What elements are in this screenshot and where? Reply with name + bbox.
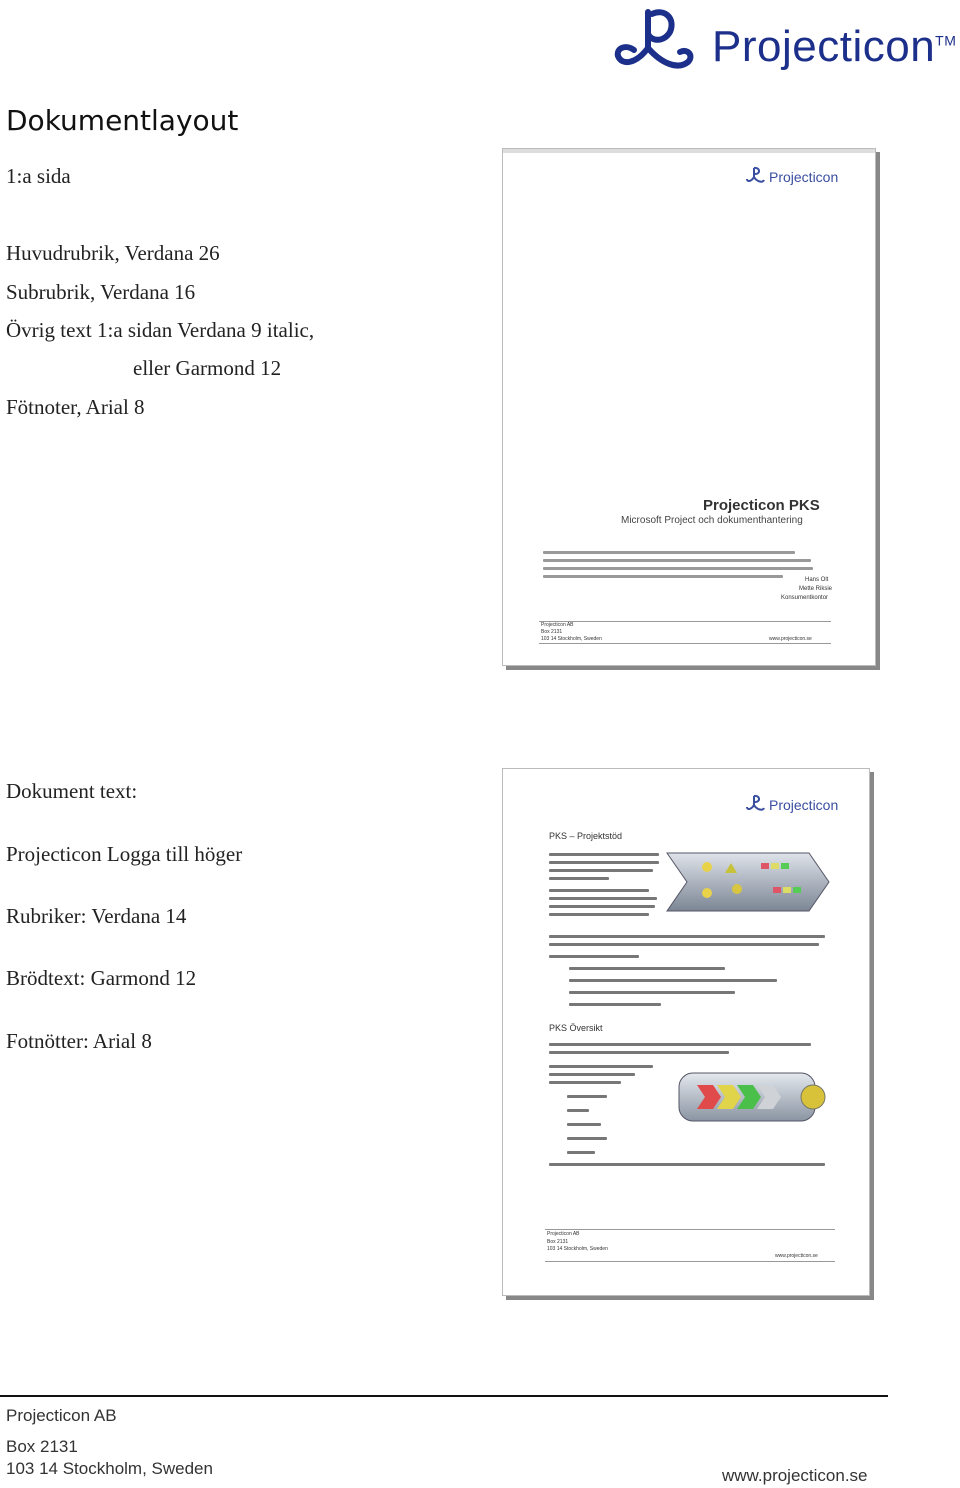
overview-arrow-graphic (673, 1065, 833, 1129)
footer-company: Projecticon AB (6, 1406, 117, 1425)
footer-box: Box 2131 (6, 1437, 78, 1456)
spec-line: Brödtext: Garmond 12 (6, 966, 197, 990)
mini-logo-icon (745, 793, 767, 815)
cover-page-thumbnail (502, 148, 876, 666)
mini-logo-icon (745, 165, 767, 187)
spec-line: Rubriker: Verdana 14 (6, 904, 187, 928)
logo-wordmark: Projecticon™ (712, 22, 957, 71)
spec-line: Projecticon Logga till höger (6, 842, 243, 866)
document-page-thumbnail (502, 768, 870, 1296)
spec-line: Huvudrubrik, Verdana 26 (6, 241, 220, 265)
spec-line: Subrubrik, Verdana 16 (6, 280, 196, 304)
thumb-footer-box: Box 2131 (547, 1239, 569, 1245)
spec-line: Fotnötter: Arial 8 (6, 1029, 152, 1053)
page-title: Dokumentlayout (6, 104, 239, 137)
mini-logo-text: Projecticon (769, 797, 839, 813)
thumb-footer-city: 103 14 Stockholm, Sweden (547, 1246, 608, 1252)
thumb-quote-author: Hans Olt (805, 577, 829, 583)
thumb-footer-box: Box 2131 (541, 629, 563, 635)
thumb-section-heading: PKS – Projektstöd (549, 831, 623, 841)
mini-logo-text: Projecticon (769, 169, 839, 185)
thumb-footer-company: Projecticon AB (541, 622, 574, 628)
thumb-footer-company: Projecticon AB (547, 1231, 580, 1237)
footer-divider (0, 1395, 888, 1397)
thumb-section-heading: PKS Översikt (549, 1023, 603, 1033)
document-text-heading: Dokument text: (6, 779, 138, 803)
spec-line: Fötnoter, Arial 8 (6, 395, 145, 419)
spec-line: eller Garmond 12 (133, 356, 282, 380)
footer-city: 103 14 Stockholm, Sweden (6, 1459, 213, 1478)
footer-website: www.projecticon.se (722, 1466, 868, 1485)
thumb-cover-title: Projecticon PKS (703, 497, 820, 514)
thumb-quote-role: Konsumentkontor (781, 595, 829, 601)
first-page-heading: 1:a sida (6, 164, 71, 188)
thumb-footer-city: 103 14 Stockholm, Sweden (541, 636, 602, 642)
process-arrow-graphic (663, 849, 833, 915)
thumb-footer-web: www.projecticon.se (769, 636, 812, 642)
spec-line: Övrig text 1:a sidan Verdana 9 italic, (6, 318, 315, 342)
thumb-cover-subtitle: Microsoft Project och dokumenthantering (621, 515, 803, 526)
thumb-quote-role: Mette Riksie (799, 586, 833, 592)
thumb-footer-web: www.projecticon.se (775, 1253, 818, 1259)
